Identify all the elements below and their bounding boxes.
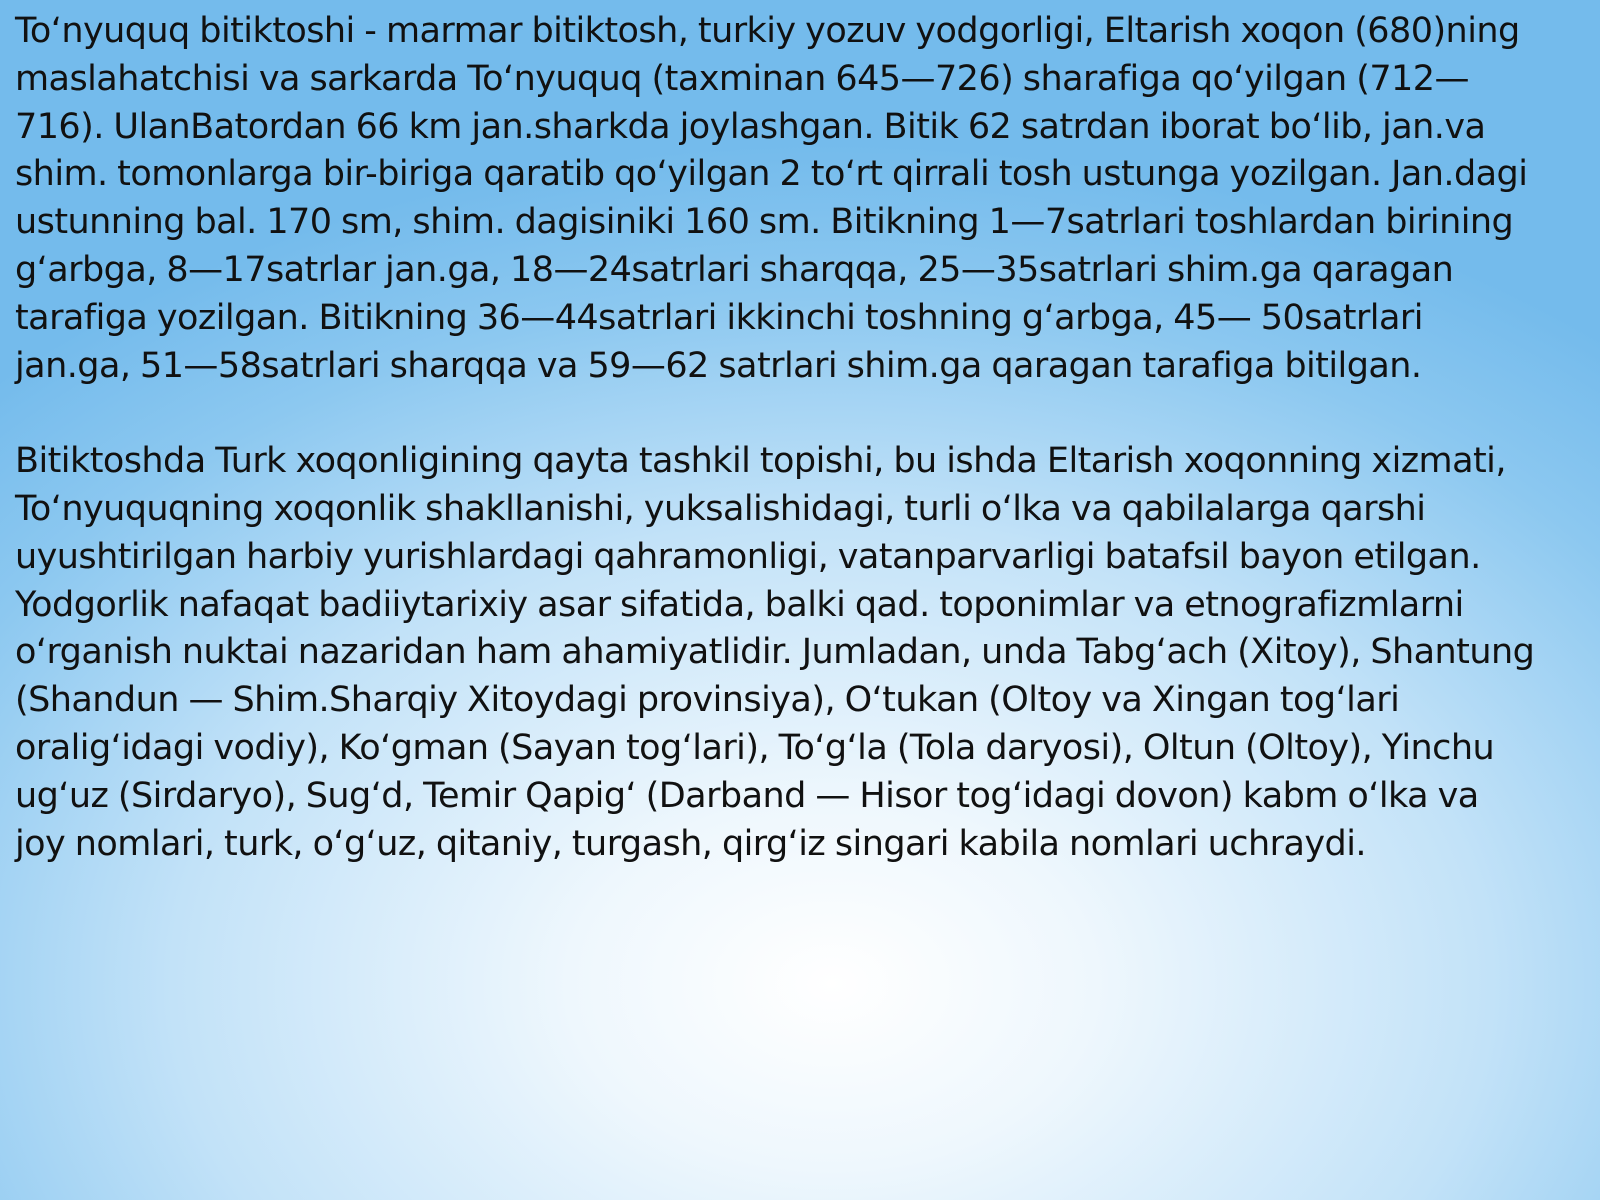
paragraph-tonyuquq-inscription-description: To‘nyuquq bitiktoshi - marmar bitiktosh, turkiy yozuv yodgorligi, Eltarish xoqon (680)ning maslahatchisi va sarkarda To‘nyuquq (taxminan 645—726) sharafiga qo‘yilgan (712—716). UlanBatordan 66 km jan.sharkda joylashgan. Bitik 62 satrdan iborat bo‘lib, jan.va shim. tomonlarga bir-biriga qaratib qo‘yilgan 2 to‘rt qirrali tosh ustunga yozilgan. Jan.dagi ustunning bal. 170 sm, shim. dagisiniki 160 sm. Bitikning 1—7satrlari toshlardan birining g‘arbga, 8—17satrlar jan.ga, 18—24satrlari sharqqa, 25—35satrlari shim.ga qaragan tarafiga yozilgan. Bitikning 36—44satrlari ikkinchi toshning g‘arbga, 45— 50satrlari jan.ga, 51—58satrlari sharqqa va 59—62 satrlari shim.ga qaragan tarafiga bitilgan. xyxy=(15,11,1528,386)
paragraph-inscription-content-toponyms: Bitiktoshda Turk xoqonligining qayta tashkil topishi, bu ishda Eltarish xoqonning xizmati, To‘nyuquqning xoqonlik shakllanishi, yuksalishidagi, turli o‘lka va qabilalarga qarshi uyushtirilgan harbiy yurishlardagi qahramonligi, vatanparvarligi batafsil bayon etilgan. Yodgorlik nafaqat badiiytarixiy asar sifatida, balki qad. toponimlar va etnografizmlarni o‘rganish nuktai nazaridan ham ahamiyatlidir. Jumladan, unda Tabg‘ach (Xitoy), Shantung (Shandun — Shim.Sharqiy Xitoydagi provinsiya), O‘tukan (Oltoy va Xingan tog‘lari oralig‘idagi vodiy), Ko‘gman (Sayan tog‘lari), To‘g‘la (Tola daryosi), Oltun (Oltoy), Yinchu ug‘uz (Sirdaryo), Sug‘d, Temir Qapig‘ (Darband — Hisor tog‘idagi dovon) kabm o‘lka va joy nomlari, turk, o‘g‘uz, qitaniy, turgash, qirg‘iz singari kabila nomlari uchraydi. xyxy=(15,441,1535,864)
slide-text-body xyxy=(15,8,1535,868)
paragraph-spacer xyxy=(15,390,1535,438)
